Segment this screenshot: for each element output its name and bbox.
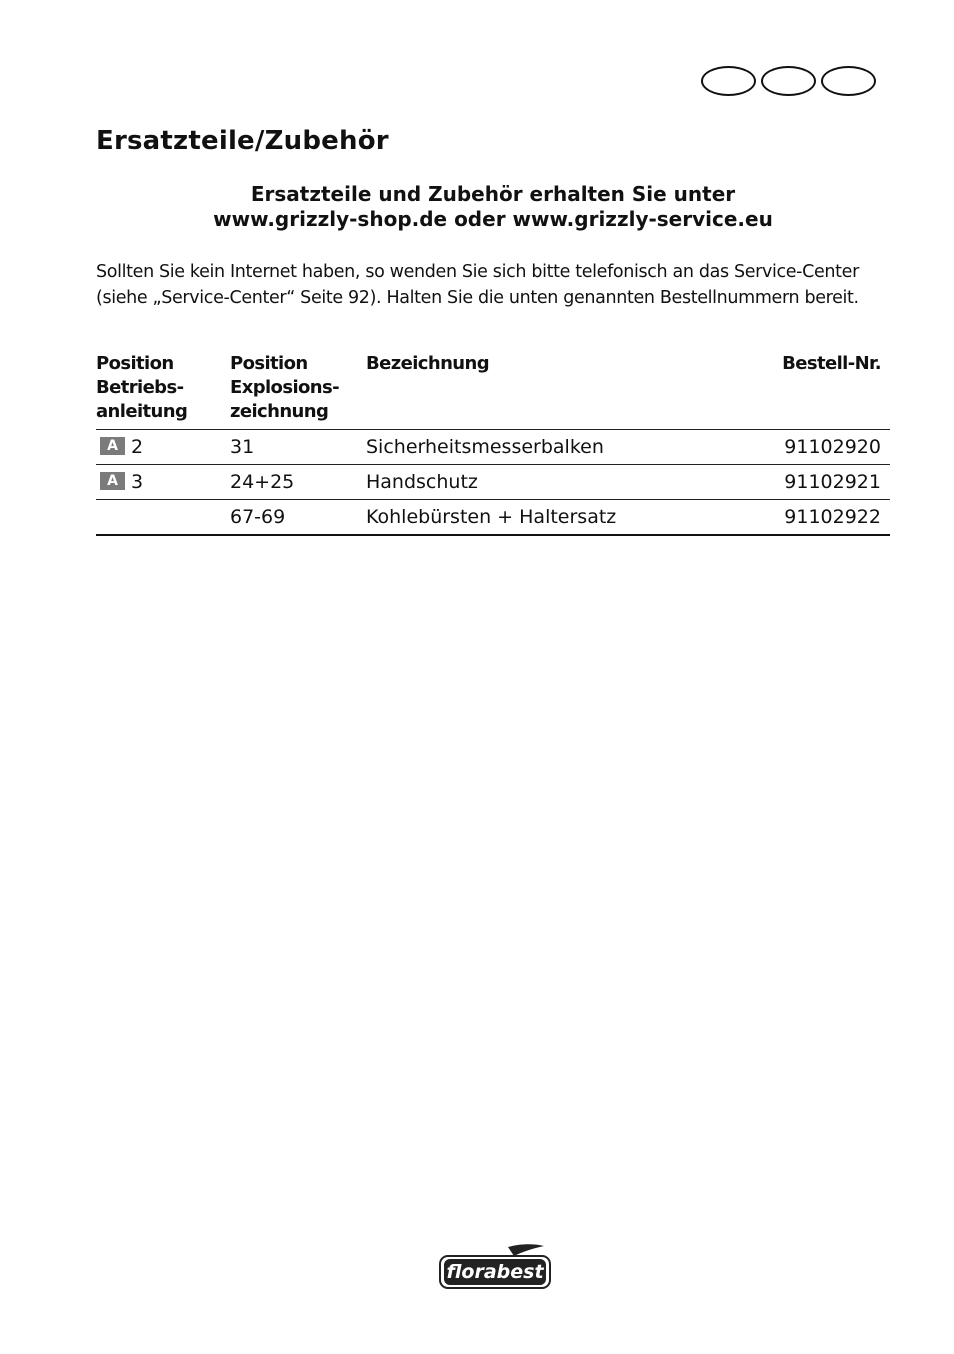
cell-order-number: 91102922 [666,500,890,536]
language-oval-1 [701,66,756,96]
table-row [96,500,890,536]
cell-position-drawing: 31 [230,430,366,465]
cell-order-number: 91102921 [666,465,890,500]
spare-parts-table [96,352,890,536]
table-header-row [96,352,890,430]
position-value: 2 [131,436,144,458]
intro-paragraph: Sollten Sie kein Internet haben, so wenden Sie sich bitte telefonisch an das Service-Center (siehe „Service-Center“ Seite 92). Halten Sie die unten genannten Bestellnummern bereit. [96,262,859,308]
cell-name: Handschutz [366,465,666,500]
header-position-drawing [230,352,366,430]
florabest-logo [438,1244,552,1294]
header-text: Explosions- [230,377,339,398]
cell-position-drawing: 24+25 [230,465,366,500]
cell-position-manual [96,430,230,465]
header-order-number: Bestell-Nr. [666,352,890,430]
language-oval-3 [821,66,876,96]
shop-notice-line-2: www.grizzly-shop.de oder www.grizzly-service.eu [213,207,773,231]
cell-order-number: 91102920 [666,430,890,465]
figure-badge: A [100,472,125,490]
header-text: Betriebs- [96,377,184,398]
header-text: Position [96,353,174,374]
table-row [96,430,890,465]
logo-text: florabest [446,1261,544,1283]
cell-name: Kohlebürsten + Haltersatz [366,500,666,536]
table-row [96,465,890,500]
header-text: zeichnung [230,401,329,422]
cell-position-drawing: 67-69 [230,500,366,536]
position-value: 3 [131,471,144,493]
figure-badge: A [100,437,125,455]
cell-name: Sicherheitsmesserbalken [366,430,666,465]
shop-notice-line-1: Ersatzteile und Zubehör erhalten Sie unter [250,182,736,206]
shop-notice [96,182,890,232]
language-oval-2 [761,66,816,96]
cell-position-manual [96,465,230,500]
header-name: Bezeichnung [366,352,666,430]
header-text: anleitung [96,401,188,422]
cell-position-manual [96,500,230,536]
header-text: Position [230,353,308,374]
language-ovals [701,66,876,96]
header-position-manual [96,352,230,430]
florabest-leaf-logo-icon [438,1244,552,1290]
page-title: Ersatzteile/Zubehör [96,126,389,156]
